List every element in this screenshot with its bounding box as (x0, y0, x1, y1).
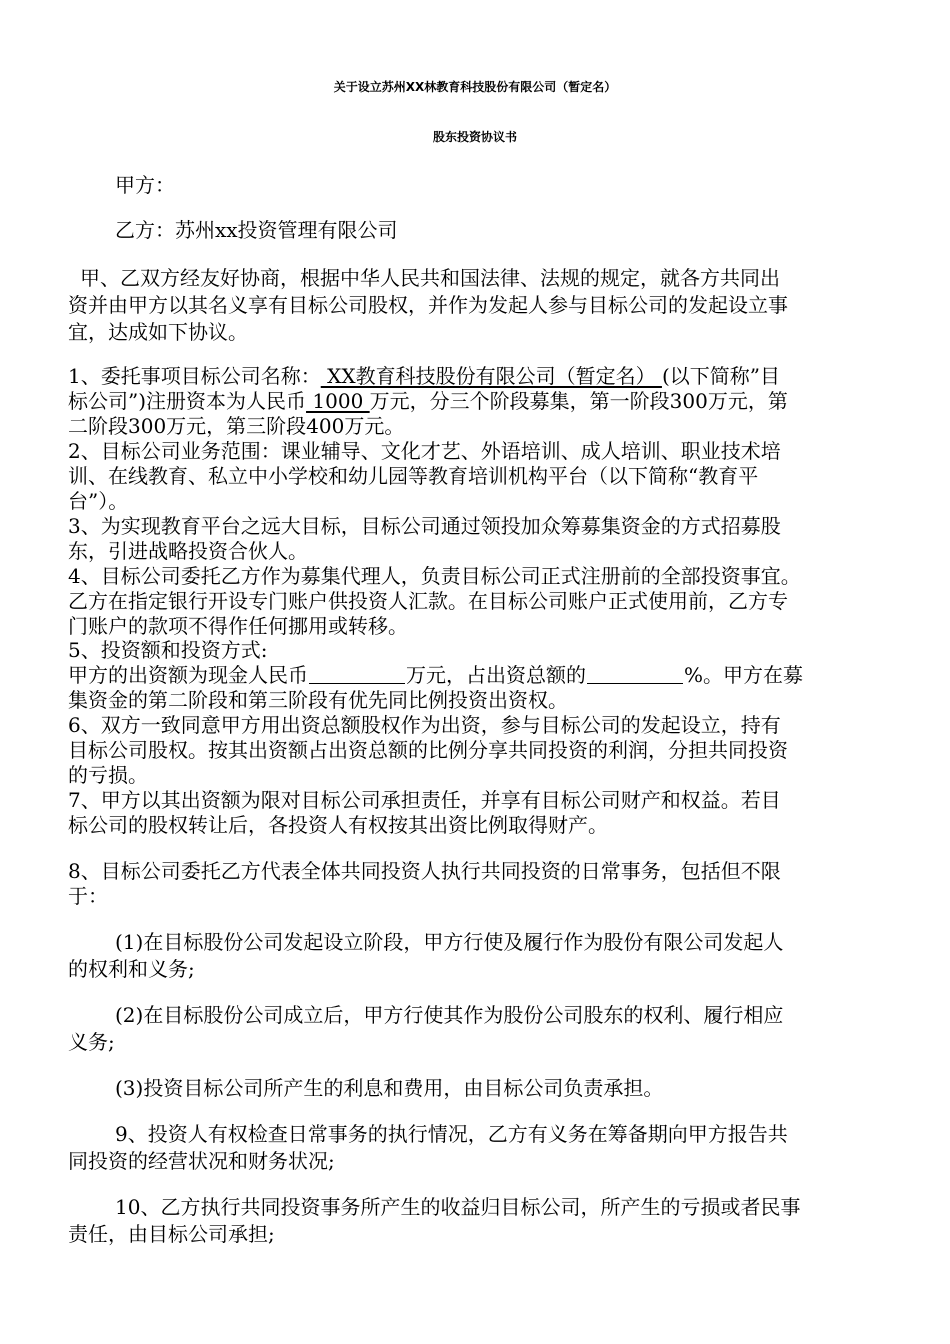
clause-6-line-1: 6、双方一致同意甲方用出资总额股权作为出资，参与目标公司的发起设立，持有 (68, 713, 781, 737)
clause-7-line-2: 标公司的股权转让后，各投资人有权按其出资比例取得财产。 (68, 813, 608, 837)
title-line-2: 股东投资协议书 (432, 130, 517, 144)
item-2-line-1: (2)在目标股份公司成立后，甲方行使其作为股份公司股东的权利、履行相应 (115, 1003, 784, 1027)
party-a: 甲方： (115, 173, 175, 197)
clause-1-prefix: 1、委托事项目标公司名称： (68, 364, 321, 388)
clause-8-line-1: 8、目标公司委托乙方代表全体共同投资人执行共同投资的日常事务，包括但不限 (68, 859, 781, 883)
clause-6-line-2: 目标公司股权。按其出资额占出资总额的比例分享共同投资的利润，分担共同投资 (68, 738, 788, 762)
company-name: XX教育科技股份有限公司（暂定名） (320, 364, 662, 388)
clause-4-line-3: 门账户的款项不得作任何挪用或转移。 (68, 614, 408, 638)
clause-5-line-2: 集资金的第二阶段和第三阶段有优先同比例投资出资权。 (68, 688, 568, 712)
clause-9-line-2: 同投资的经营状况和财务状况; (68, 1149, 335, 1173)
clause-5-text-a: 甲方的出资额为现金人民币 (68, 663, 308, 687)
clause-4-line-1: 4、目标公司委托乙方作为募集代理人，负责目标公司正式注册前的全部投资事宜。 (68, 564, 801, 588)
intro-line-3: 宜，达成如下协议。 (68, 320, 248, 344)
clause-2-line-1: 2、目标公司业务范围：课业辅导、文化才艺、外语培训、成人培训、职业技术培 (68, 439, 781, 463)
clause-2-line-2: 训、在线教育、私立中小学校和幼儿园等教育培训机构平台（以下简称“教育平 (68, 464, 759, 488)
clause-1-suffix: (以下简称”目 (661, 364, 780, 388)
clause-6-line-3: 的亏损。 (68, 763, 148, 787)
percent-blank (587, 663, 683, 684)
item-2-line-2: 义务; (68, 1030, 115, 1054)
clause-10-line-2: 责任，由目标公司承担; (68, 1222, 275, 1246)
clause-5-heading: 5、投资额和投资方式: (68, 638, 268, 662)
clause-8-line-2: 于： (68, 884, 108, 908)
clause-1-line-3: 二阶段300万元，第三阶段400万元。 (68, 414, 405, 438)
clause-3-line-2: 东，引进战略投资合伙人。 (68, 539, 308, 563)
clause-1-line-2-prefix: 标公司”)注册资本为人民币 (68, 389, 307, 413)
clause-3-line-1: 3、为实现教育平台之远大目标，目标公司通过领投加众筹募集资金的方式招募股 (68, 514, 781, 538)
clause-9-line-1: 9、投资人有权检查日常事务的执行情况，乙方有义务在筹备期向甲方报告共 (115, 1122, 788, 1146)
clause-2-line-3: 台”）。 (68, 489, 129, 513)
item-1-line-2: 的权利和义务; (68, 957, 195, 981)
clause-5-text-b: 万元，占出资总额的 (406, 663, 586, 687)
clause-5-line-1 (68, 661, 803, 689)
clause-7-line-1: 7、甲方以其出资额为限对目标公司承担责任，并享有目标公司财产和权益。若目 (68, 788, 781, 812)
intro-line-2: 资并由甲方以其名义享有目标公司股权，并作为发起人参与目标公司的发起设立事 (68, 293, 788, 317)
clause-1-line-1 (68, 362, 780, 390)
amount-blank (309, 663, 405, 684)
clause-10-line-1: 10、乙方执行共同投资事务所产生的收益归目标公司，所产生的亏损或者民事 (115, 1195, 801, 1219)
title-line-1: 关于设立苏州XX林教育科技股份有限公司（暂定名） (333, 80, 617, 94)
clause-4-line-2: 乙方在指定银行开设专门账户供投资人汇款。在目标公司账户正式使用前，乙方专 (68, 589, 788, 613)
party-b: 乙方：苏州xx投资管理有限公司 (115, 218, 398, 242)
intro-line-1: 甲、乙双方经友好协商，根据中华人民共和国法律、法规的规定，就各方共同出 (80, 266, 780, 290)
clause-1-line-2 (68, 387, 788, 415)
clause-1-line-2-suffix: 万元，分三个阶段募集，第一阶段300万元，第 (369, 389, 788, 413)
item-1-line-1: (1)在目标股份公司发起设立阶段，甲方行使及履行作为股份有限公司发起人 (115, 930, 784, 954)
item-3: (3)投资目标公司所产生的利息和费用，由目标公司负责承担。 (115, 1076, 664, 1100)
clause-5-text-c: %。甲方在募 (684, 663, 804, 687)
registered-capital: 1000 (306, 389, 370, 413)
